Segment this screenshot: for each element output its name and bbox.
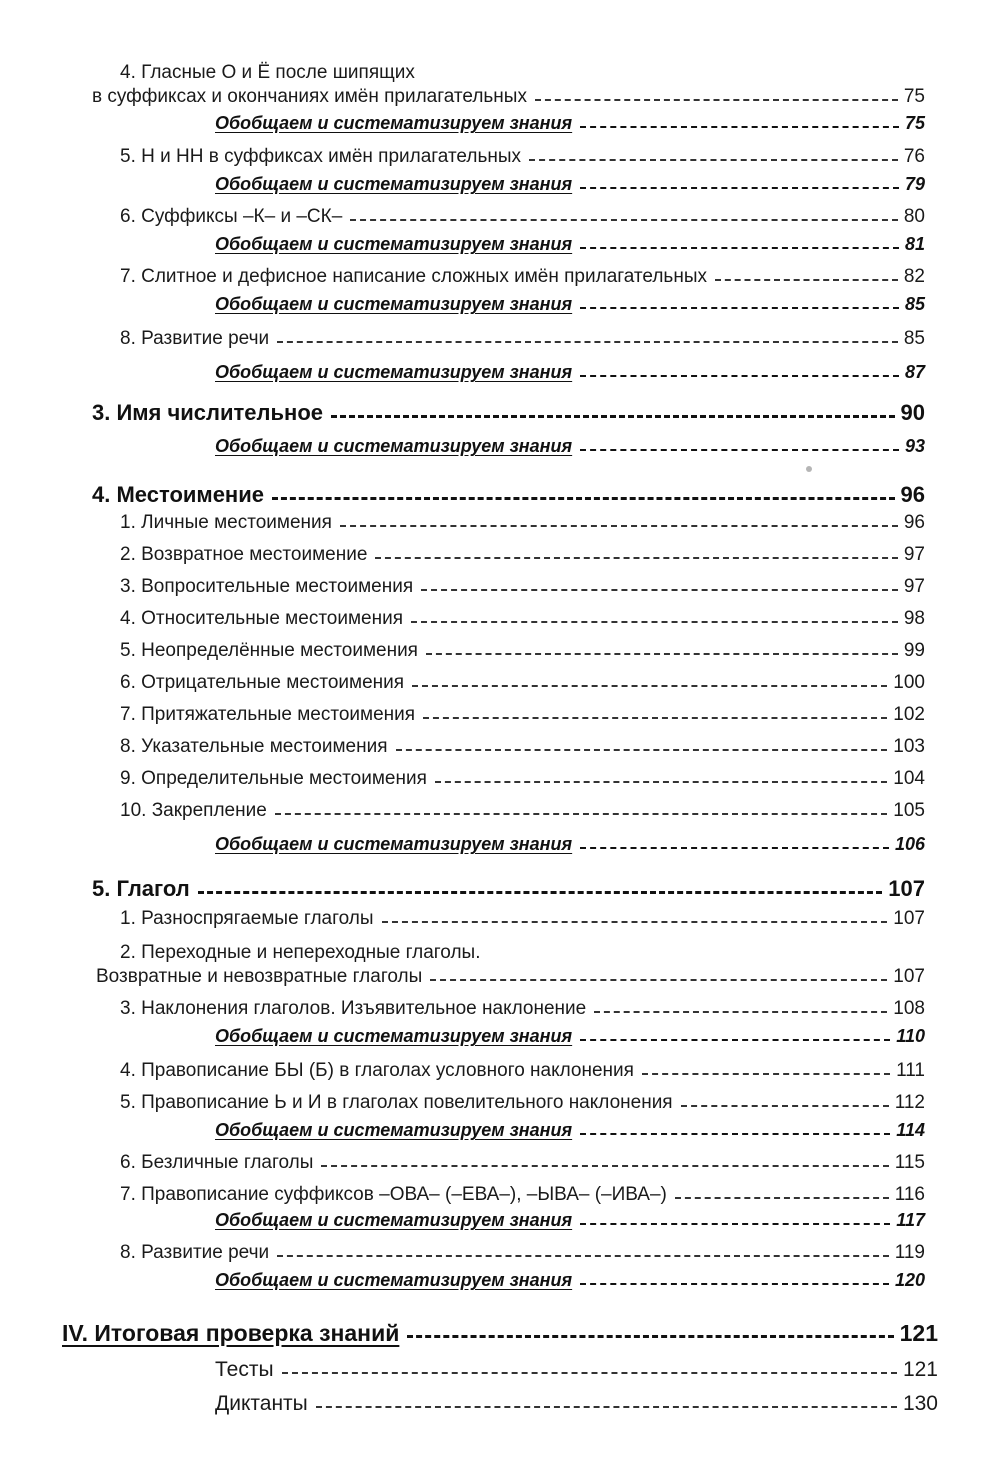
toc-entry-page: 96 [903, 512, 925, 533]
toc-entry-page: 105 [893, 800, 925, 821]
dot-leader [580, 247, 899, 249]
toc-entry [0, 576, 1000, 606]
toc-entry-page: 90 [900, 400, 925, 425]
toc-entry-title: Обобщаем и систематизируем знания [215, 1210, 573, 1230]
dot-leader [580, 1283, 889, 1285]
toc-entry-title: 1. Разноспрягаемые глаголы [120, 908, 374, 929]
dot-leader [407, 1335, 893, 1338]
dot-leader [350, 219, 898, 221]
toc-entry [0, 113, 1000, 143]
toc-entry-page: 106 [894, 834, 925, 854]
dot-leader [580, 1133, 890, 1135]
toc-entry [0, 512, 1000, 542]
toc-entry-page: 85 [903, 328, 925, 349]
dot-leader [272, 497, 895, 500]
toc-entry-page: 97 [903, 544, 925, 565]
toc-entry [0, 362, 1000, 392]
toc-entry-page: 111 [896, 1060, 925, 1081]
toc-entry-title: 4. Местоимение [92, 482, 264, 507]
toc-entry-title: Обобщаем и систематизируем знания [215, 174, 573, 194]
toc-entry-title: Диктанты [215, 1392, 308, 1415]
toc-entry [0, 704, 1000, 734]
toc-entry-page: 107 [888, 876, 925, 901]
toc-entry [0, 174, 1000, 204]
dot-leader [198, 891, 882, 894]
toc-entry [0, 1026, 1000, 1056]
toc-entry-title: 8. Указательные местоимения [120, 736, 388, 757]
toc-entry [0, 876, 1000, 906]
toc-entry-page: 110 [896, 1026, 925, 1046]
toc-entry-page: 81 [904, 234, 925, 254]
toc-entry-page: 96 [900, 482, 925, 507]
toc-entry-title: 4. Правописание БЫ (Б) в глаголах условного наклонения [120, 1060, 634, 1081]
toc-entry-page: 121 [899, 1320, 938, 1346]
toc-entry-title: 3. Имя числительное [92, 400, 323, 425]
toc-entry-title: 3. Наклонения глаголов. Изъявительное наклонение [120, 998, 587, 1019]
dot-leader [411, 621, 898, 623]
toc-entry-title: Обобщаем и систематизируем знания [215, 234, 573, 254]
dot-leader [435, 781, 887, 783]
toc-entry [0, 1392, 1000, 1422]
toc-entry-page: 80 [903, 206, 925, 227]
dot-leader [275, 813, 888, 815]
toc-entry-title: 7. Правописание суффиксов –ОВА– (–ЕВА–), –ЫВА– (–ИВА–) [120, 1184, 667, 1205]
toc-entry-page: 85 [904, 294, 925, 314]
toc-entry-title: 8. Развитие речи [120, 328, 270, 349]
dot-leader [412, 685, 887, 687]
toc-entry-page: 114 [896, 1120, 925, 1140]
toc-entry [0, 544, 1000, 574]
toc-entry [0, 86, 1000, 116]
toc-entry [0, 400, 1000, 430]
dot-leader [331, 415, 895, 418]
dot-leader [529, 159, 898, 161]
toc-entry-page: 75 [904, 113, 925, 133]
toc-entry-page: 116 [894, 1184, 925, 1205]
dot-leader [580, 307, 899, 309]
dot-leader [580, 126, 899, 128]
toc-entry-title: 1. Личные местоимения [120, 512, 332, 533]
toc-entry-title: Обобщаем и систематизируем знания [215, 113, 573, 133]
toc-entry-title: Тесты [215, 1358, 274, 1381]
dot-leader [426, 653, 898, 655]
dot-leader [421, 589, 898, 591]
toc-entry-title: 7. Слитное и дефисное написание сложных имён прилагательных [120, 266, 707, 287]
toc-entry-page: 117 [896, 1210, 925, 1230]
toc-entry [0, 1320, 1000, 1350]
toc-entry [0, 266, 1000, 296]
dot-leader [681, 1105, 889, 1107]
dot-leader [382, 921, 888, 923]
toc-entry-page: 76 [903, 146, 925, 167]
toc-entry-page: 121 [902, 1358, 938, 1381]
dot-leader [580, 187, 899, 189]
toc-entry-title: 6. Безличные глаголы [120, 1152, 314, 1173]
toc-entry-title: Обобщаем и систематизируем знания [215, 1120, 573, 1140]
toc-entry-page: 102 [893, 704, 925, 725]
toc-entry-page: 104 [893, 768, 925, 789]
toc-entry-title: Обобщаем и систематизируем знания [215, 834, 573, 854]
toc-entry-page: 87 [904, 362, 925, 382]
toc-entry [0, 482, 1000, 512]
toc-entry-page: 120 [894, 1270, 925, 1290]
toc-entry-title: IV. Итоговая проверка знаний [62, 1320, 400, 1346]
dot-leader [321, 1165, 888, 1167]
toc-entry [0, 834, 1000, 864]
toc-entry [0, 294, 1000, 324]
scan-speck [806, 466, 812, 472]
toc-entry-title: 5. Глагол [92, 876, 190, 901]
toc-entry-title: 6. Отрицательные местоимения [120, 672, 405, 693]
toc-entry-page: 108 [893, 998, 925, 1019]
dot-leader [430, 979, 887, 981]
toc-entry [0, 436, 1000, 466]
toc-entry-title: Обобщаем и систематизируем знания [215, 294, 573, 314]
toc-entry [0, 146, 1000, 176]
toc-entry [0, 800, 1000, 830]
dot-leader [277, 1255, 889, 1257]
toc-entry-page: 107 [893, 908, 925, 929]
dot-leader [340, 525, 898, 527]
toc-entry-title: 2. Переходные и непереходные глаголы. [120, 942, 481, 963]
dot-leader [594, 1011, 887, 1013]
dot-leader [375, 557, 897, 559]
toc-entry [0, 1242, 1000, 1272]
toc-entry-title: 3. Вопросительные местоимения [120, 576, 414, 597]
toc-entry-page: 82 [903, 266, 925, 287]
dot-leader [580, 1223, 890, 1225]
toc-entry [0, 234, 1000, 264]
toc-entry [0, 206, 1000, 236]
dot-leader [580, 449, 899, 451]
toc-entry-title: 8. Развитие речи [120, 1242, 270, 1263]
dot-leader [715, 279, 898, 281]
toc-entry-title: в суффиксах и окончаниях имён прилагательных [92, 86, 527, 107]
toc-entry-title: Обобщаем и систематизируем знания [215, 1270, 573, 1290]
dot-leader [580, 1039, 890, 1041]
toc-entry-title: 4. Гласные О и Ё после шипящих [120, 62, 415, 83]
toc-entry [0, 1210, 1000, 1240]
toc-entry-title: 5. Неопределённые местоимения [120, 640, 418, 661]
toc-entry-title: 5. Правописание Ь и И в глаголах повелительного наклонения [120, 1092, 673, 1113]
toc-entry [0, 672, 1000, 702]
toc-entry-title: Обобщаем и систематизируем знания [215, 1026, 573, 1046]
toc-entry-title: 5. Н и НН в суффиксах имён прилагательных [120, 146, 522, 167]
dot-leader [642, 1073, 890, 1075]
toc-entry [0, 1270, 1000, 1300]
toc-entry-page: 98 [903, 608, 925, 629]
toc-entry-title: 2. Возвратное местоимение [120, 544, 368, 565]
dot-leader [535, 99, 898, 101]
toc-entry [0, 640, 1000, 670]
toc-entry-page: 75 [903, 86, 925, 107]
toc-entry-page: 97 [903, 576, 925, 597]
toc-entry-title: Обобщаем и систематизируем знания [215, 362, 573, 382]
dot-leader [277, 341, 898, 343]
toc-entry-page: 119 [894, 1242, 925, 1263]
toc-entry-title: 9. Определительные местоимения [120, 768, 427, 789]
toc-entry [0, 328, 1000, 358]
toc-entry [0, 1152, 1000, 1182]
dot-leader [316, 1406, 897, 1408]
toc-entry [0, 1358, 1000, 1388]
toc-entry [0, 908, 1000, 938]
toc-entry [0, 768, 1000, 798]
dot-leader [675, 1197, 889, 1199]
toc-entry-page: 112 [894, 1092, 925, 1113]
toc-entry [0, 966, 1000, 996]
toc-entry-page: 99 [903, 640, 925, 661]
toc-entry-page: 100 [893, 672, 925, 693]
toc-entry-page: 79 [904, 174, 925, 194]
dot-leader [580, 847, 889, 849]
toc-entry-title: Возвратные и невозвратные глаголы [96, 966, 423, 987]
toc-entry-title: Обобщаем и систематизируем знания [215, 436, 573, 456]
toc-entry-page: 130 [902, 1392, 938, 1415]
toc-entry-page: 107 [893, 966, 925, 987]
toc-entry-page: 103 [893, 736, 925, 757]
dot-leader [282, 1372, 897, 1374]
toc-entry-title: 6. Суффиксы –К– и –СК– [120, 206, 343, 227]
dot-leader [396, 749, 888, 751]
toc-entry-title: 4. Относительные местоимения [120, 608, 404, 629]
toc-entry-title: 7. Притяжательные местоимения [120, 704, 416, 725]
toc-entry-title: 10. Закрепление [120, 800, 267, 821]
toc-entry [0, 1060, 1000, 1090]
toc-entry [0, 608, 1000, 638]
toc-entry [0, 998, 1000, 1028]
toc-entry [0, 736, 1000, 766]
dot-leader [580, 375, 899, 377]
dot-leader [423, 717, 887, 719]
toc-entry-page: 115 [894, 1152, 925, 1173]
toc-entry [0, 1120, 1000, 1150]
toc-entry-page: 93 [904, 436, 925, 456]
toc-entry [0, 1092, 1000, 1122]
